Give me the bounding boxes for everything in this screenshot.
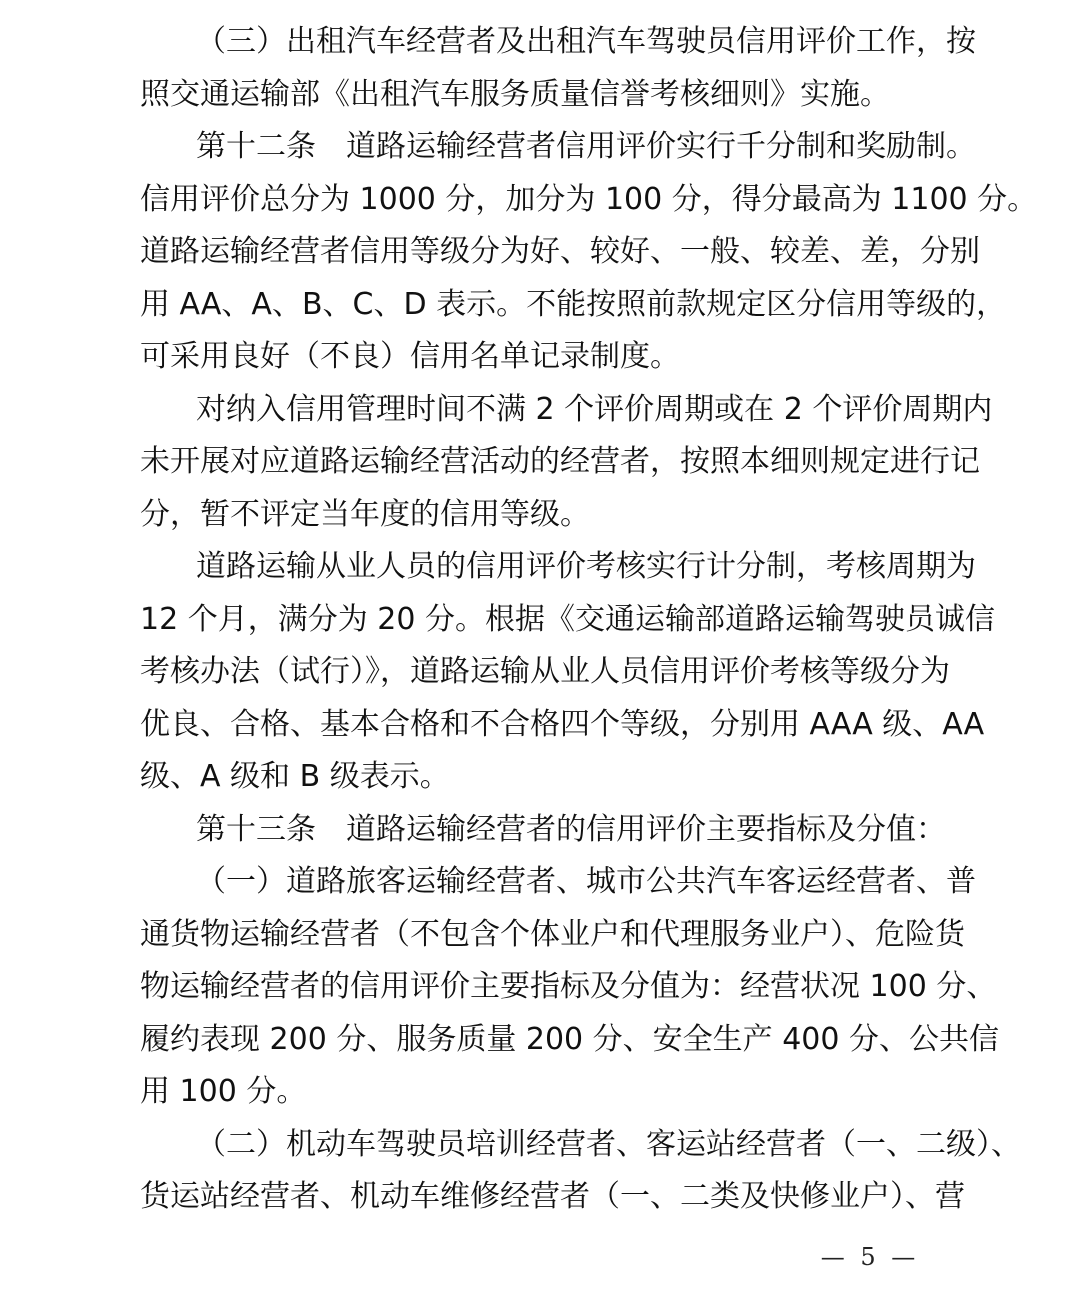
article-12-heading-line: 第十二条 道路运输经营者信用评价实行千分制和奖励制。 (196, 129, 976, 164)
paragraph-line: 用 100 分。 (140, 1074, 307, 1109)
page-number: — 5 — (820, 1243, 920, 1271)
paragraph-line: 照交通运输部《出租汽车服务质量信誉考核细则》实施。 (140, 76, 890, 112)
paragraph-line: 物运输经营者的信用评价主要指标及分值为：经营状况 100 分、 (140, 969, 997, 1004)
paragraph-line: 通货物运输经营者（不包含个体业户和代理服务业户）、危险货 (140, 916, 965, 952)
paragraph-line: （三）出租汽车经营者及出租汽车驾驶员信用评价工作，按 (196, 24, 976, 59)
paragraph-line: 用 AA、A、B、C、D 表示。不能按照前款规定区分信用等级的， (140, 286, 1007, 322)
paragraph-line: （一）道路旅客运输经营者、城市公共汽车客运经营者、普 (196, 864, 976, 899)
article-13-heading-line: 第十三条 道路运输经营者的信用评价主要指标及分值： (196, 811, 946, 847)
paragraph-line: 信用评价总分为 1000 分，加分为 100 分，得分最高为 1100 分。 (140, 181, 1038, 217)
paragraph-line: 道路运输从业人员的信用评价考核实行计分制，考核周期为 (196, 549, 976, 584)
paragraph-line: 考核办法（试行）》，道路运输从业人员信用评价考核等级分为 (140, 654, 950, 689)
document-body (140, 16, 1038, 1224)
paragraph-line: 未开展对应道路运输经营活动的经营者，按照本细则规定进行记 (140, 444, 980, 479)
paragraph-line: 对纳入信用管理时间不满 2 个评价周期或在 2 个评价周期内 (196, 391, 993, 427)
paragraph-line: 履约表现 200 分、服务质量 200 分、安全生产 400 分、公共信 (140, 1021, 999, 1057)
paragraph-line: 可采用良好（不良）信用名单记录制度。 (140, 339, 680, 374)
paragraph-line: 道路运输经营者信用等级分为好、较好、一般、较差、差，分别 (140, 234, 980, 269)
paragraph-line: 货运站经营者、机动车维修经营者（一、二类及快修业户）、营 (140, 1179, 965, 1214)
paragraph-line: （二）机动车驾驶员培训经营者、客运站经营者（一、二级）、 (196, 1126, 1021, 1162)
paragraph-line: 12 个月，满分为 20 分。根据《交通运输部道路运输驾驶员诚信 (140, 601, 995, 637)
paragraph-line: 优良、合格、基本合格和不合格四个等级，分别用 AAA 级、AA (140, 706, 985, 742)
paragraph-line: 级、A 级和 B 级表示。 (140, 759, 450, 794)
paragraph-line: 分，暂不评定当年度的信用等级。 (140, 496, 590, 532)
